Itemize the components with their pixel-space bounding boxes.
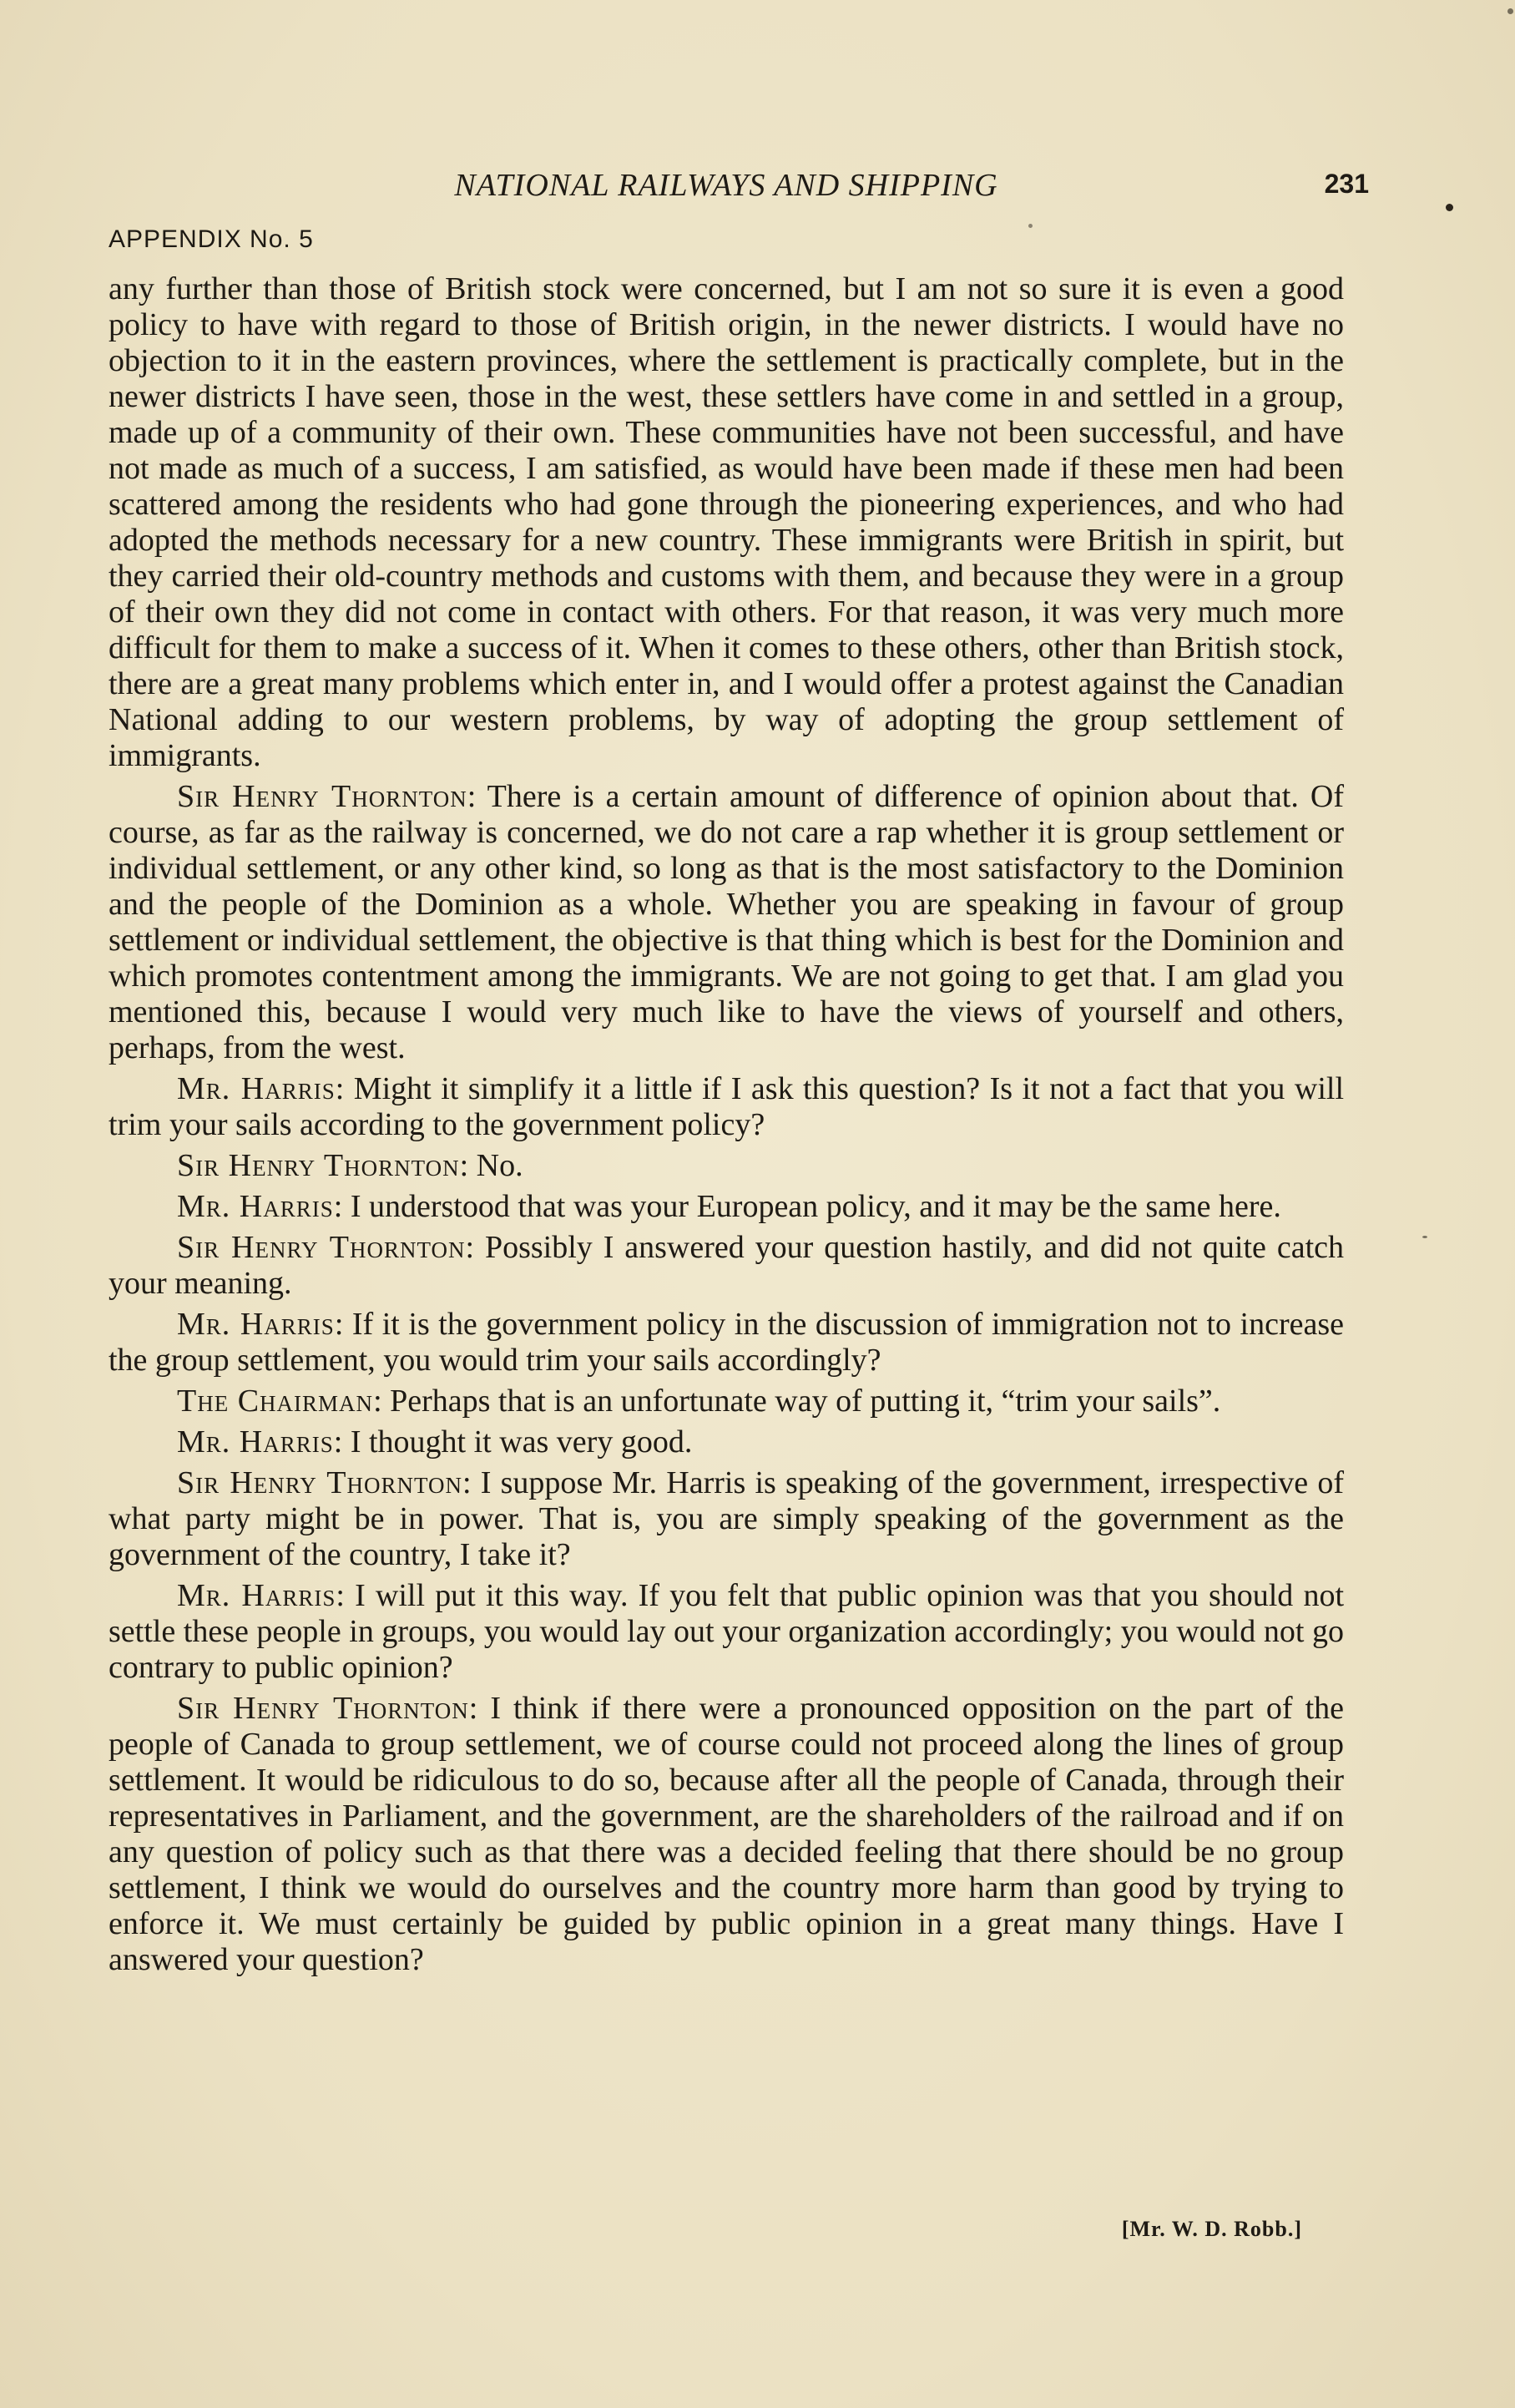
paragraph-1 (109, 271, 1344, 774)
speaker-name: Sir Henry Thornton (177, 1148, 460, 1183)
paragraph-text: : I thought it was very good. (333, 1424, 693, 1459)
speaker-footnote: [Mr. W. D. Robb.] (1121, 2217, 1302, 2241)
speaker-name: Sir Henry Thornton (177, 1465, 463, 1500)
paragraph-6 (109, 1230, 1344, 1302)
print-speck (1446, 204, 1453, 211)
speaker-name: Mr. Harris (177, 1307, 335, 1342)
speaker-name: Sir Henry Thornton (177, 1691, 469, 1726)
paragraph-text: : If it is the government policy in the discussion of immigration not to increase the group settlement, you would trim your sails accordingly? (109, 1307, 1344, 1378)
paragraph-9 (109, 1424, 1344, 1460)
paragraph-5 (109, 1189, 1344, 1225)
speaker-name: Mr. Harris (177, 1071, 336, 1106)
print-speck (1422, 1236, 1427, 1238)
paragraph-10 (109, 1465, 1344, 1573)
speaker-name: Sir Henry Thornton (177, 779, 467, 814)
paragraph-text: : Might it simplify it a little if I ask this question? Is it not a fact that you will trim your sails according to the government policy? (109, 1071, 1345, 1142)
paragraph-text: : I understood that was your European policy, and it may be the same here. (333, 1189, 1281, 1224)
paragraph-text: : I will put it this way. If you felt that public opinion was that you should not settle these people in groups, you would lay out your organization accordingly; you would not go contrary to public opinion? (109, 1578, 1345, 1685)
paragraph-7 (109, 1307, 1344, 1379)
paragraph-12 (109, 1691, 1344, 1978)
paragraph-text: : I think if there were a pronounced opposition on the part of the people of Canada to group settlement, we of course could not proceed along the lines of group settlement. It would be ridiculous to do so, because after all the people of Canada, through their representatives in Parliament, and the government, are the shareholders of the railroad and if on any question of policy such as that there was a decided feeling that there should be no group settlement, I think we would do ourselves and the country more harm than good by trying to enforce it. We must certainly be guided by public opinion in a great many things. Have I answered your question? (109, 1691, 1345, 1977)
paragraph-11 (109, 1578, 1344, 1686)
appendix-label: APPENDIX No. 5 (109, 225, 314, 253)
print-speck (1507, 8, 1513, 14)
paragraph-4 (109, 1148, 1344, 1184)
speaker-name: Mr. Harris (177, 1424, 334, 1459)
paragraph-8 (109, 1384, 1344, 1419)
page-number: 231 (1324, 169, 1369, 199)
speaker-name: Mr. Harris (177, 1578, 336, 1613)
paragraph-text: : No. (459, 1148, 523, 1183)
body-text (109, 271, 1344, 1983)
paragraph-2 (109, 779, 1344, 1066)
paragraph-text: : I suppose Mr. Harris is speaking of the government, irrespective of what party might be in power. That is, you are simply speaking of the government as the government of the country, I take it? (109, 1465, 1344, 1572)
paragraph-text: : Possibly I answered your question hastily, and did not quite catch your meaning. (109, 1230, 1344, 1301)
speaker-name: Sir Henry Thornton (177, 1230, 466, 1265)
paragraph-text: : Perhaps that is an unfortunate way of putting it, “trim your sails”. (373, 1384, 1221, 1419)
running-title: NATIONAL RAILWAYS AND SHIPPING (454, 168, 998, 203)
paragraph-text: any further than those of British stock were concerned, but I am not so sure it is even a good policy to have with regard to those of British origin, in the newer districts. I would have no objection to it in the eastern provinces, where the settlement is practically complete, but in the newer districts I have seen, those in the west, these settlers have come in and settled in a group, made up of a community of their own. These communities have not been successful, and have not made as much of a success, I am satisfied, as would have been made if these men had been scattered among the residents who had gone through the pioneering experiences, and who had adopted the methods necessary for a new country. These immigrants were British in spirit, but they carried their old-country methods and customs with them, and because they were in a group of their own they did not come in contact with others. For that reason, it was very much more difficult for them to make a success of it. When it comes to these others, other than British stock, there are a great many problems which enter in, and I would offer a protest against the Canadian National adding to our western problems, by way of adopting the group settlement of immigrants. (109, 271, 1344, 773)
paragraph-text: : There is a certain amount of difference of opinion about that. Of course, as far as the railway is concerned, we do not care a rap whether it is group settlement or individual settlement, or any other kind, so long as that is the most satisfactory to the Dominion and the people of the Dominion as a whole. Whether you are speaking in favour of group settlement or individual settlement, the objective is that thing which is best for the Dominion and which promotes contentment among the immigrants. We are not going to get that. I am glad you mentioned this, because I would very much like to have the views of yourself and others, perhaps, from the west. (109, 779, 1344, 1065)
speaker-name: The Chairman (177, 1384, 374, 1419)
print-speck (1028, 224, 1033, 228)
paragraph-3 (109, 1071, 1344, 1143)
speaker-name: Mr. Harris (177, 1189, 334, 1224)
